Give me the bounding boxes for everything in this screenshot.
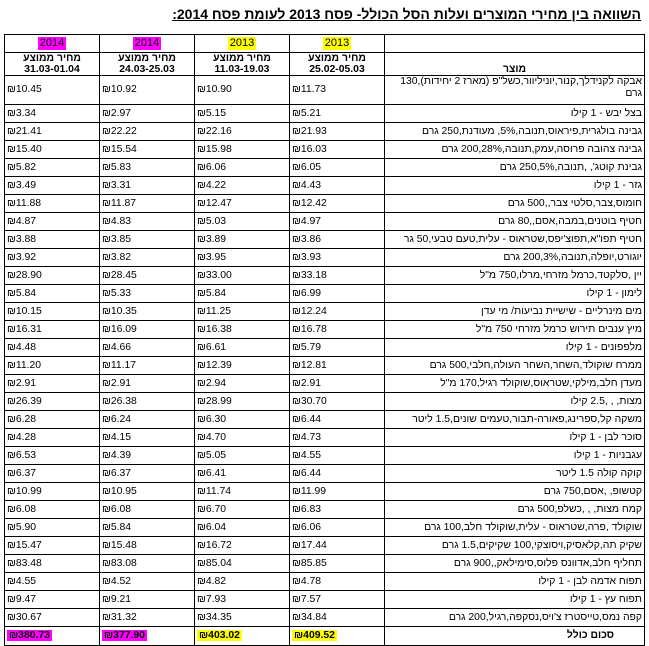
price-cell: ₪5.90 bbox=[5, 519, 100, 537]
price-cell: ₪11.99 bbox=[290, 483, 385, 501]
price-cell: ₪26.39 bbox=[5, 393, 100, 411]
price-cell: ₪4.66 bbox=[100, 339, 195, 357]
price-cell: ₪12.24 bbox=[290, 303, 385, 321]
price-column-header bbox=[100, 53, 195, 76]
price-cell: ₪7.93 bbox=[195, 591, 290, 609]
price-cell: ₪4.52 bbox=[100, 573, 195, 591]
price-cell: ₪6.41 bbox=[195, 465, 290, 483]
price-cell: ₪9.21 bbox=[100, 591, 195, 609]
price-cell: ₪28.99 bbox=[195, 393, 290, 411]
price-comparison-table bbox=[4, 34, 645, 646]
product-name-cell: גזר - 1 קילו bbox=[385, 177, 645, 195]
price-cell: ₪6.05 bbox=[290, 159, 385, 177]
price-cell: ₪22.16 bbox=[195, 123, 290, 141]
price-cell: ₪6.37 bbox=[100, 465, 195, 483]
table-row bbox=[5, 321, 645, 339]
price-cell: ₪10.15 bbox=[5, 303, 100, 321]
price-cell: ₪31.32 bbox=[100, 609, 195, 627]
column-header-row bbox=[5, 53, 645, 76]
total-label: סכום כולל bbox=[385, 627, 645, 646]
product-name-cell: יוגורט,יופלה,תנובה,200,3% גרם bbox=[385, 249, 645, 267]
price-cell: ₪4.55 bbox=[290, 447, 385, 465]
total-price-value: ₪403.02 bbox=[199, 630, 240, 641]
column-date-range: 24.03-25.03 bbox=[119, 64, 175, 75]
product-name-cell: קוקה קולה 1.5 ליטר bbox=[385, 465, 645, 483]
price-cell: ₪4.87 bbox=[5, 213, 100, 231]
price-cell: ₪3.31 bbox=[100, 177, 195, 195]
price-cell: ₪6.70 bbox=[195, 501, 290, 519]
product-name-cell: תחליף חלב,אדוונס פלוס,סימילאק,,900 גרם bbox=[385, 555, 645, 573]
price-cell: ₪3.88 bbox=[5, 231, 100, 249]
price-cell: ₪11.73 bbox=[290, 76, 385, 105]
product-column-header: מוצר bbox=[385, 53, 645, 76]
table-row bbox=[5, 501, 645, 519]
total-price-value: ₪409.52 bbox=[294, 630, 335, 641]
price-cell: ₪15.98 bbox=[195, 141, 290, 159]
product-name-cell: תפוח עץ - 1 קילו bbox=[385, 591, 645, 609]
year-tag: 2014 bbox=[39, 36, 65, 49]
price-cell: ₪16.78 bbox=[290, 321, 385, 339]
price-cell: ₪5.21 bbox=[290, 105, 385, 123]
price-cell: ₪5.15 bbox=[195, 105, 290, 123]
price-cell: ₪83.48 bbox=[5, 555, 100, 573]
price-cell: ₪11.20 bbox=[5, 357, 100, 375]
price-cell: ₪12.42 bbox=[290, 195, 385, 213]
price-cell: ₪6.83 bbox=[290, 501, 385, 519]
table-row bbox=[5, 213, 645, 231]
table-row bbox=[5, 249, 645, 267]
price-cell: ₪6.08 bbox=[100, 501, 195, 519]
price-cell: ₪83.08 bbox=[100, 555, 195, 573]
price-cell: ₪3.82 bbox=[100, 249, 195, 267]
price-cell: ₪6.06 bbox=[290, 519, 385, 537]
column-date-range: 31.03-01.04 bbox=[24, 64, 80, 75]
total-price-value: ₪380.73 bbox=[9, 630, 50, 641]
table-row bbox=[5, 447, 645, 465]
price-cell: ₪5.84 bbox=[5, 285, 100, 303]
price-cell: ₪5.84 bbox=[100, 519, 195, 537]
price-cell: ₪4.78 bbox=[290, 573, 385, 591]
total-row bbox=[5, 627, 645, 646]
total-price-value: ₪377.90 bbox=[104, 630, 145, 641]
price-cell: ₪85.04 bbox=[195, 555, 290, 573]
year-header-cell bbox=[290, 35, 385, 53]
column-label: מחיר ממוצע bbox=[23, 53, 81, 64]
product-name-cell: שקיק תה,קלאסיק,ויסוצקי,100 שקיקים,1.5 גרם bbox=[385, 537, 645, 555]
year-header-row bbox=[5, 35, 645, 53]
price-cell: ₪4.28 bbox=[5, 429, 100, 447]
price-cell: ₪6.61 bbox=[195, 339, 290, 357]
price-cell: ₪12.81 bbox=[290, 357, 385, 375]
price-column-header bbox=[5, 53, 100, 76]
table-row bbox=[5, 339, 645, 357]
price-cell: ₪15.47 bbox=[5, 537, 100, 555]
price-cell: ₪15.54 bbox=[100, 141, 195, 159]
price-cell: ₪4.97 bbox=[290, 213, 385, 231]
price-cell: ₪2.91 bbox=[290, 375, 385, 393]
price-cell: ₪12.39 bbox=[195, 357, 290, 375]
price-cell: ₪30.67 bbox=[5, 609, 100, 627]
price-cell: ₪3.95 bbox=[195, 249, 290, 267]
product-name-cell: חומוס,צבר,סלטי צבר,,500 גרם bbox=[385, 195, 645, 213]
table-row bbox=[5, 123, 645, 141]
price-cell: ₪17.44 bbox=[290, 537, 385, 555]
product-name-cell: תפוח אדמה לבן - 1 קילו bbox=[385, 573, 645, 591]
product-name-cell: מים מינרליים - שישיית נביעות/ מי עדן bbox=[385, 303, 645, 321]
price-cell: ₪10.35 bbox=[100, 303, 195, 321]
product-name-cell: יין ,סלקטד,כרמל מזרחי,מרלו,750 מ"ל bbox=[385, 267, 645, 285]
price-cell: ₪28.45 bbox=[100, 267, 195, 285]
year-header-cell bbox=[195, 35, 290, 53]
price-cell: ₪11.74 bbox=[195, 483, 290, 501]
product-name-cell: מיץ ענבים תירוש כרמל מזרחי 750 מ"ל bbox=[385, 321, 645, 339]
price-cell: ₪10.92 bbox=[100, 76, 195, 105]
price-cell: ₪4.48 bbox=[5, 339, 100, 357]
table-row bbox=[5, 177, 645, 195]
table-row bbox=[5, 609, 645, 627]
table-row bbox=[5, 411, 645, 429]
product-name-cell: ממרח שוקולד,השחר,השחר העולה,חלבי,500 גרם bbox=[385, 357, 645, 375]
price-cell: ₪16.72 bbox=[195, 537, 290, 555]
price-cell: ₪16.09 bbox=[100, 321, 195, 339]
price-cell: ₪5.84 bbox=[195, 285, 290, 303]
price-cell: ₪10.45 bbox=[5, 76, 100, 105]
price-cell: ₪3.89 bbox=[195, 231, 290, 249]
table-row bbox=[5, 267, 645, 285]
total-price-cell bbox=[290, 627, 385, 646]
table-row bbox=[5, 105, 645, 123]
table-row bbox=[5, 483, 645, 501]
table-row bbox=[5, 375, 645, 393]
price-cell: ₪6.30 bbox=[195, 411, 290, 429]
price-cell: ₪12.47 bbox=[195, 195, 290, 213]
product-name-cell: קמח מצות, , ,כשלפ,500 גרם bbox=[385, 501, 645, 519]
price-cell: ₪6.44 bbox=[290, 465, 385, 483]
price-cell: ₪15.48 bbox=[100, 537, 195, 555]
price-cell: ₪4.83 bbox=[100, 213, 195, 231]
price-cell: ₪4.82 bbox=[195, 573, 290, 591]
price-cell: ₪10.90 bbox=[195, 76, 290, 105]
price-cell: ₪22.22 bbox=[100, 123, 195, 141]
price-cell: ₪6.53 bbox=[5, 447, 100, 465]
table-row bbox=[5, 555, 645, 573]
price-cell: ₪4.70 bbox=[195, 429, 290, 447]
price-cell: ₪5.33 bbox=[100, 285, 195, 303]
page-title: השוואה בין מחירי המוצרים ועלות הסל הכולל- פסח 2013 לעומת פסח 2014: bbox=[172, 6, 641, 22]
price-cell: ₪6.37 bbox=[5, 465, 100, 483]
price-cell: ₪3.86 bbox=[290, 231, 385, 249]
price-cell: ₪5.03 bbox=[195, 213, 290, 231]
price-cell: ₪3.34 bbox=[5, 105, 100, 123]
product-name-cell: שוקולד ,פרה,שטראוס - עלית,שוקולד חלב,100 גרם bbox=[385, 519, 645, 537]
price-cell: ₪3.85 bbox=[100, 231, 195, 249]
table-row bbox=[5, 159, 645, 177]
price-cell: ₪85.85 bbox=[290, 555, 385, 573]
price-cell: ₪5.79 bbox=[290, 339, 385, 357]
product-name-cell: חטיף תפו"א,תפוצ'יפס,שטראוס - עלית,טעם טבעי,50 גר bbox=[385, 231, 645, 249]
price-cell: ₪26.38 bbox=[100, 393, 195, 411]
table-row bbox=[5, 429, 645, 447]
table-row bbox=[5, 591, 645, 609]
price-cell: ₪11.17 bbox=[100, 357, 195, 375]
price-cell: ₪2.94 bbox=[195, 375, 290, 393]
product-name-cell: לימון - 1 קילו bbox=[385, 285, 645, 303]
price-cell: ₪21.41 bbox=[5, 123, 100, 141]
price-cell: ₪34.84 bbox=[290, 609, 385, 627]
price-cell: ₪33.18 bbox=[290, 267, 385, 285]
price-cell: ₪11.88 bbox=[5, 195, 100, 213]
price-cell: ₪16.31 bbox=[5, 321, 100, 339]
price-cell: ₪15.40 bbox=[5, 141, 100, 159]
price-cell: ₪5.05 bbox=[195, 447, 290, 465]
product-name-cell: גבינת קוטג', ,תנובה,250,5% גרם bbox=[385, 159, 645, 177]
table-row bbox=[5, 76, 645, 105]
price-cell: ₪6.99 bbox=[290, 285, 385, 303]
year-header-cell bbox=[100, 35, 195, 53]
price-cell: ₪10.99 bbox=[5, 483, 100, 501]
price-cell: ₪16.03 bbox=[290, 141, 385, 159]
price-cell: ₪9.47 bbox=[5, 591, 100, 609]
price-cell: ₪11.87 bbox=[100, 195, 195, 213]
year-tag: 2013 bbox=[229, 36, 255, 49]
price-cell: ₪5.82 bbox=[5, 159, 100, 177]
price-cell: ₪16.38 bbox=[195, 321, 290, 339]
price-cell: ₪2.91 bbox=[100, 375, 195, 393]
price-column-header bbox=[290, 53, 385, 76]
price-cell: ₪6.04 bbox=[195, 519, 290, 537]
table-row bbox=[5, 357, 645, 375]
product-name-cell: בצל יבש - 1 קילו bbox=[385, 105, 645, 123]
price-cell: ₪4.22 bbox=[195, 177, 290, 195]
total-price-cell bbox=[100, 627, 195, 646]
price-column-header bbox=[195, 53, 290, 76]
price-cell: ₪28.90 bbox=[5, 267, 100, 285]
product-name-cell: אבקה לקנידלך,קנור,יוניליוור,כשל"פ (מארז 2 יחידות),130 גרם bbox=[385, 76, 645, 105]
price-cell: ₪11.25 bbox=[195, 303, 290, 321]
price-cell: ₪6.28 bbox=[5, 411, 100, 429]
price-cell: ₪4.55 bbox=[5, 573, 100, 591]
year-header-cell bbox=[5, 35, 100, 53]
column-date-range: 11.03-19.03 bbox=[214, 64, 270, 75]
price-cell: ₪5.83 bbox=[100, 159, 195, 177]
column-label: מחיר ממוצע bbox=[118, 53, 176, 64]
total-price-cell bbox=[195, 627, 290, 646]
table-row bbox=[5, 393, 645, 411]
table-row bbox=[5, 519, 645, 537]
product-name-cell: חטיף בוטנים,במבה,אסם,,80 גרם bbox=[385, 213, 645, 231]
price-cell: ₪3.49 bbox=[5, 177, 100, 195]
column-date-range: 25.02-05.03 bbox=[309, 64, 365, 75]
product-name-cell: גבינה צהובה פרוסה,עמק,תנובה,200,28% גרם bbox=[385, 141, 645, 159]
table-row bbox=[5, 573, 645, 591]
price-cell: ₪6.08 bbox=[5, 501, 100, 519]
price-cell: ₪6.24 bbox=[100, 411, 195, 429]
price-cell: ₪4.39 bbox=[100, 447, 195, 465]
price-cell: ₪21.93 bbox=[290, 123, 385, 141]
empty-header-cell bbox=[385, 35, 645, 53]
price-cell: ₪6.06 bbox=[195, 159, 290, 177]
total-price-cell bbox=[5, 627, 100, 646]
table-row bbox=[5, 537, 645, 555]
product-name-cell: מצות, , ,2.5 קילו bbox=[385, 393, 645, 411]
table-row bbox=[5, 285, 645, 303]
product-name-cell: מלפפונים - 1 קילו bbox=[385, 339, 645, 357]
year-tag: 2014 bbox=[134, 36, 160, 49]
product-name-cell: עגבניות - 1 קילו bbox=[385, 447, 645, 465]
price-cell: ₪4.15 bbox=[100, 429, 195, 447]
price-cell: ₪3.92 bbox=[5, 249, 100, 267]
table-row bbox=[5, 303, 645, 321]
product-name-cell: גבינה בולגרית,פיראוס,תנובה,5%, מעודנת,250 גרם bbox=[385, 123, 645, 141]
price-cell: ₪2.91 bbox=[5, 375, 100, 393]
year-tag: 2013 bbox=[324, 36, 350, 49]
price-cell: ₪4.73 bbox=[290, 429, 385, 447]
product-name-cell: מעדן חלב,מילקי,שטראוס,שוקולד רגיל,170 מ"ל bbox=[385, 375, 645, 393]
price-cell: ₪3.93 bbox=[290, 249, 385, 267]
table-row bbox=[5, 231, 645, 249]
price-cell: ₪33.00 bbox=[195, 267, 290, 285]
product-name-cell: משקה קל,ספרינג,פאורה-תבור,טעמים שונים,1.5 ליטר bbox=[385, 411, 645, 429]
price-cell: ₪10.95 bbox=[100, 483, 195, 501]
price-cell: ₪7.57 bbox=[290, 591, 385, 609]
price-cell: ₪6.44 bbox=[290, 411, 385, 429]
column-label: מחיר ממוצע bbox=[308, 53, 366, 64]
table-row bbox=[5, 465, 645, 483]
price-cell: ₪2.97 bbox=[100, 105, 195, 123]
product-name-cell: סוכר לבן - 1 קילו bbox=[385, 429, 645, 447]
table-row bbox=[5, 195, 645, 213]
table-row bbox=[5, 141, 645, 159]
product-name-cell: קטשופ, ,אסם,750 גרם bbox=[385, 483, 645, 501]
product-name-cell: קפה נמס,טייסטרז צ'ויס,נסקפה,רגיל,200 גרם bbox=[385, 609, 645, 627]
column-label: מחיר ממוצע bbox=[213, 53, 271, 64]
price-cell: ₪34.35 bbox=[195, 609, 290, 627]
price-cell: ₪30.70 bbox=[290, 393, 385, 411]
price-cell: ₪4.43 bbox=[290, 177, 385, 195]
